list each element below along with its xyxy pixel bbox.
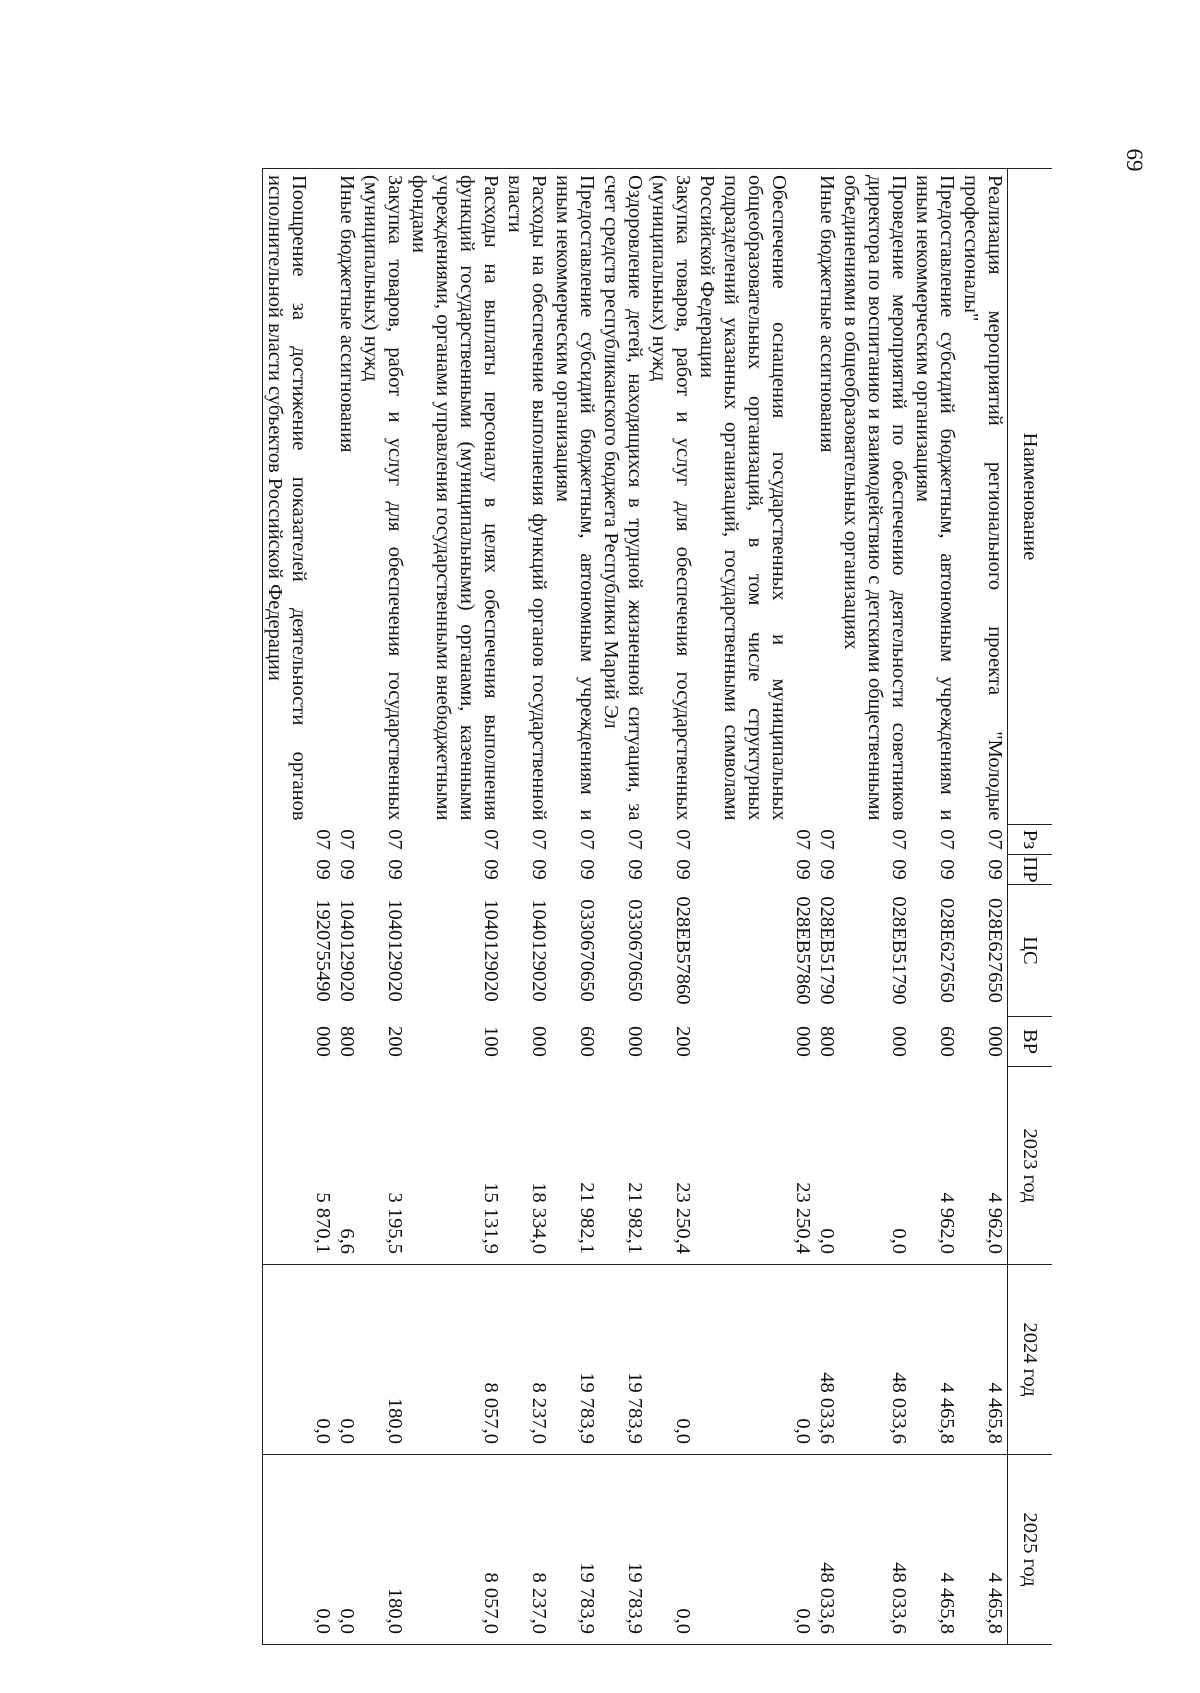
row-cs-values [479, 887, 503, 1015]
row-vr [263, 1017, 312, 1067]
row-2025 [599, 1455, 647, 1645]
row-vr-value: 000 [792, 1026, 814, 1057]
row-rz-values [479, 827, 503, 853]
row-rz [503, 825, 551, 855]
row-pr-value: 09 [792, 859, 814, 880]
row-2023-value: 23 250,4 [792, 1182, 814, 1254]
row-2025 [911, 1455, 959, 1645]
row-2024 [959, 1265, 1008, 1455]
row-cs [911, 885, 959, 1017]
row-cs-value: 1040129020 [528, 899, 550, 1002]
row-2023 [551, 1067, 599, 1265]
row-2023-value: 4 962,0 [936, 1192, 958, 1254]
row-2024-values [527, 1267, 551, 1444]
row-pr [263, 855, 312, 885]
row-cs-value: 028E627650 [984, 898, 1006, 1003]
row-pr [791, 855, 839, 885]
row-2024-value: 180,0 [384, 1397, 406, 1444]
row-2023 [407, 1067, 503, 1265]
row-rz-value: 07 [984, 829, 1006, 850]
row-2024-value: 0,0 [312, 1418, 334, 1444]
row-2023-values [311, 1069, 359, 1255]
row-pr [311, 855, 359, 885]
row-pr [503, 855, 551, 885]
row-2024-value: 4 465,8 [984, 1382, 1006, 1444]
row-pr [551, 855, 599, 885]
header-pr: ПР [1008, 855, 1053, 885]
row-2023 [647, 1067, 695, 1265]
row-2023-values [671, 1069, 695, 1255]
row-vr [311, 1017, 359, 1067]
row-vr [407, 1017, 503, 1067]
row-cs [599, 885, 647, 1017]
row-rz-value: 07 [528, 829, 550, 850]
header-2024: 2024 год [1008, 1265, 1053, 1455]
row-rz-values [887, 827, 911, 853]
row-cs-values [935, 887, 959, 1015]
row-2023-value: 23 250,4 [672, 1182, 694, 1254]
row-rz-values [575, 827, 599, 853]
row-vr [959, 1017, 1008, 1067]
row-rz [551, 825, 599, 855]
row-vr [911, 1017, 959, 1067]
row-cs-value: 0330670650 [624, 899, 646, 1002]
row-cs-values [671, 887, 695, 1015]
row-2025 [959, 1455, 1008, 1645]
row-pr-value: 09 [984, 859, 1006, 880]
row-2025-values [311, 1457, 359, 1634]
row-pr-values [671, 857, 695, 883]
row-2025-value: 4 465,8 [984, 1572, 1006, 1634]
row-pr-value: 09 [336, 859, 358, 880]
row-2025-values [671, 1457, 695, 1634]
row-2023-value: 3 195,5 [384, 1192, 406, 1254]
table-row [695, 169, 791, 1645]
row-pr-values [623, 857, 647, 883]
table-row [311, 169, 359, 1645]
table-row [551, 169, 599, 1645]
row-2024-values [479, 1267, 503, 1444]
row-vr-values [383, 1019, 407, 1065]
row-name: Закупка товаров, работ и услуг для обеспечения государственных (муниципальных) нужд [647, 169, 695, 825]
row-2024 [503, 1265, 551, 1455]
row-rz [647, 825, 695, 855]
row-2025-values [527, 1457, 551, 1634]
table-row [407, 169, 503, 1645]
row-pr-values [311, 857, 359, 883]
table-row [599, 169, 647, 1645]
header-cs: ЦС [1008, 885, 1053, 1017]
header-row [1008, 169, 1053, 1645]
row-cs-values [983, 887, 1007, 1015]
row-2024 [263, 1265, 312, 1455]
row-rz-value: 07 [816, 829, 838, 850]
row-rz [599, 825, 647, 855]
row-2023-value: 21 982,1 [624, 1182, 646, 1254]
row-2023-values [935, 1069, 959, 1255]
row-vr-value: 000 [528, 1026, 550, 1057]
row-vr-value: 200 [384, 1026, 406, 1057]
row-rz-value: 07 [888, 829, 910, 850]
row-rz-values [791, 827, 839, 853]
row-2023-value: 15 131,9 [480, 1182, 502, 1254]
row-name: Иные бюджетные ассигнования [791, 169, 839, 825]
row-2024-value: 19 783,9 [576, 1372, 598, 1444]
rotated-page [210, 168, 1052, 1644]
table-row [959, 169, 1008, 1645]
row-2024 [311, 1265, 359, 1455]
row-vr-values [623, 1019, 647, 1065]
table-row [791, 169, 839, 1645]
row-rz [695, 825, 791, 855]
row-2024-values [311, 1267, 359, 1444]
row-2025-value: 0,0 [792, 1608, 814, 1634]
row-vr-values [983, 1019, 1007, 1065]
row-cs [647, 885, 695, 1017]
row-cs-value: 1920755490 [312, 899, 334, 1002]
row-vr [791, 1017, 839, 1067]
row-2024-values [383, 1267, 407, 1444]
row-name: Предоставление субсидий бюджетным, автономным учреждениям и иным некоммерческим организациям [551, 169, 599, 825]
row-pr-value: 09 [576, 859, 598, 880]
row-2023 [911, 1067, 959, 1265]
row-rz-values [311, 827, 359, 853]
row-cs-value: 028EB57860 [672, 896, 694, 1005]
row-name: Обеспечение оснащения государственных и муниципальных общеобразовательных организаций, в том числе структурных подразделений указанных организаций, государственными символами Российской Федерации [695, 169, 791, 825]
row-2025 [791, 1455, 839, 1645]
row-rz-values [935, 827, 959, 853]
row-2025-values [479, 1457, 503, 1634]
row-name: Проведение мероприятий по обеспечению деятельности советников директора по воспитанию и взаимодействию с детскими общественными объединениями в общеобразовательных организациях [839, 169, 911, 825]
row-2024-values [791, 1267, 839, 1444]
row-2023-value: 21 982,1 [576, 1182, 598, 1254]
row-rz-value: 07 [672, 829, 694, 850]
row-2023 [695, 1067, 791, 1265]
row-2023-values [383, 1069, 407, 1255]
row-rz-value: 07 [792, 829, 814, 850]
row-pr [359, 855, 407, 885]
row-2023-values [575, 1069, 599, 1255]
row-rz-value: 07 [576, 829, 598, 850]
row-cs [311, 885, 359, 1017]
row-name: Закупка товаров, работ и услуг для обеспечения государственных (муниципальных) нужд [359, 169, 407, 825]
row-2025 [551, 1455, 599, 1645]
row-2025-value: 0,0 [312, 1608, 334, 1634]
row-2023 [959, 1067, 1008, 1265]
row-vr [551, 1017, 599, 1067]
row-rz-value: 07 [624, 829, 646, 850]
row-2024 [911, 1265, 959, 1455]
header-name: Наименование [1008, 169, 1053, 825]
row-pr-value: 09 [888, 859, 910, 880]
row-cs-value: 028E627650 [936, 898, 958, 1003]
row-2024-value: 0,0 [792, 1418, 814, 1444]
table-row [839, 169, 911, 1645]
row-rz [791, 825, 839, 855]
row-2023-values [623, 1069, 647, 1255]
row-2025-value: 180,0 [384, 1587, 406, 1634]
row-2023-value: 5 870,1 [312, 1192, 334, 1254]
row-pr-value: 09 [672, 859, 694, 880]
row-2024 [839, 1265, 911, 1455]
row-2024-values [887, 1267, 911, 1444]
row-name: Предоставление субсидий бюджетным, автономным учреждениям и иным некоммерческим организациям [911, 169, 959, 825]
row-cs [839, 885, 911, 1017]
row-vr-values [935, 1019, 959, 1065]
row-rz-values [671, 827, 695, 853]
row-cs-values [311, 887, 359, 1015]
row-2025-value: 8 057,0 [480, 1572, 502, 1634]
row-cs-value: 028EB51790 [888, 896, 910, 1005]
row-2025 [695, 1455, 791, 1645]
row-2024-value: 8 237,0 [528, 1382, 550, 1444]
row-2023 [599, 1067, 647, 1265]
row-2023-values [791, 1069, 839, 1255]
table-row [263, 169, 312, 1645]
row-2025 [311, 1455, 359, 1645]
table-row [911, 169, 959, 1645]
row-rz-value: 07 [336, 829, 358, 850]
row-vr-value: 600 [576, 1026, 598, 1057]
row-vr-value: 800 [336, 1026, 358, 1057]
row-cs-value: 1040129020 [384, 899, 406, 1002]
table-row [359, 169, 407, 1645]
row-2025-values [383, 1457, 407, 1634]
row-2024 [647, 1265, 695, 1455]
row-pr-value: 09 [312, 859, 334, 880]
row-cs-values [887, 887, 911, 1015]
row-pr [959, 855, 1008, 885]
row-vr-values [791, 1019, 839, 1065]
row-2025-values [887, 1457, 911, 1634]
row-2025-value: 19 783,9 [624, 1562, 646, 1634]
row-vr-value: 000 [888, 1026, 910, 1057]
row-rz-values [623, 827, 647, 853]
row-2025-values [791, 1457, 839, 1634]
row-name: Иные бюджетные ассигнования [311, 169, 359, 825]
row-rz [311, 825, 359, 855]
row-2023-values [887, 1069, 911, 1255]
row-cs-values [791, 887, 839, 1015]
row-vr-value: 000 [624, 1026, 646, 1057]
row-2025-values [575, 1457, 599, 1634]
row-rz [839, 825, 911, 855]
row-2024-value: 48 033,6 [888, 1372, 910, 1444]
row-vr-value: 600 [936, 1026, 958, 1057]
row-2025-values [623, 1457, 647, 1634]
row-rz [959, 825, 1008, 855]
row-vr-value: 000 [312, 1026, 334, 1057]
row-vr-values [575, 1019, 599, 1065]
row-cs-values [383, 887, 407, 1015]
row-2023 [359, 1067, 407, 1265]
row-vr [647, 1017, 695, 1067]
row-2024-value: 0,0 [336, 1418, 358, 1444]
row-cs-value: 0330670650 [576, 899, 598, 1002]
row-rz-value: 07 [480, 829, 502, 850]
row-2023-values [983, 1069, 1007, 1255]
row-2024-values [575, 1267, 599, 1444]
row-rz-value: 07 [384, 829, 406, 850]
row-2025-value: 0,0 [672, 1608, 694, 1634]
row-pr-value: 09 [936, 859, 958, 880]
row-vr [503, 1017, 551, 1067]
row-2023 [791, 1067, 839, 1265]
header-2025: 2025 год [1008, 1455, 1053, 1645]
row-2025 [839, 1455, 911, 1645]
row-2024 [551, 1265, 599, 1455]
row-vr-value: 000 [984, 1026, 1006, 1057]
row-name: Расходы на выплаты персоналу в целях обеспечения выполнения функций государственными (муниципальными) органами, казенными учреждениями, органами управления государственными внебюджетными фондами [407, 169, 503, 825]
row-rz [407, 825, 503, 855]
row-name: Реализация мероприятий регионального проекта "Молодые профессионалы" [959, 169, 1008, 825]
row-pr-values [983, 857, 1007, 883]
row-cs [695, 885, 791, 1017]
row-2024-value: 4 465,8 [936, 1382, 958, 1444]
header-vr: ВР [1008, 1017, 1053, 1067]
row-pr-value: 09 [624, 859, 646, 880]
row-cs-values [575, 887, 599, 1015]
row-pr-values [791, 857, 839, 883]
row-2025-values [935, 1457, 959, 1634]
row-2024-values [623, 1267, 647, 1444]
table-row [503, 169, 551, 1645]
row-name: Расходы на обеспечение выполнения функций органов государственной власти [503, 169, 551, 825]
row-2025 [263, 1455, 312, 1645]
row-cs-value: 1040129020 [336, 899, 358, 1002]
row-pr-values [575, 857, 599, 883]
row-2025 [647, 1455, 695, 1645]
row-2023 [839, 1067, 911, 1265]
row-2023-value: 0,0 [816, 1228, 838, 1254]
row-2025 [407, 1455, 503, 1645]
row-rz [263, 825, 312, 855]
row-2024-value: 8 057,0 [480, 1382, 502, 1444]
row-cs [551, 885, 599, 1017]
row-2023-value: 6,6 [336, 1228, 358, 1254]
row-cs-values [623, 887, 647, 1015]
row-vr-values [527, 1019, 551, 1065]
row-2025-value: 0,0 [336, 1608, 358, 1634]
row-vr-value: 200 [672, 1026, 694, 1057]
row-2024-values [935, 1267, 959, 1444]
row-pr-values [887, 857, 911, 883]
table-row [647, 169, 695, 1645]
row-2024 [791, 1265, 839, 1455]
row-cs [791, 885, 839, 1017]
row-2023-value: 4 962,0 [984, 1192, 1006, 1254]
row-vr [695, 1017, 791, 1067]
row-2024 [407, 1265, 503, 1455]
row-2025-value: 4 465,8 [936, 1572, 958, 1634]
row-vr-values [479, 1019, 503, 1065]
row-vr-value: 100 [480, 1026, 502, 1057]
row-rz-values [527, 827, 551, 853]
row-vr [839, 1017, 911, 1067]
row-cs [959, 885, 1008, 1017]
row-pr-value: 09 [528, 859, 550, 880]
row-pr-value: 09 [816, 859, 838, 880]
row-2023-value: 18 334,0 [528, 1182, 550, 1254]
row-2024-value: 19 783,9 [624, 1372, 646, 1444]
row-rz-value: 07 [312, 829, 334, 850]
row-pr-value: 09 [480, 859, 502, 880]
row-pr [911, 855, 959, 885]
row-vr-values [671, 1019, 695, 1065]
row-cs-value: 1040129020 [480, 899, 502, 1002]
row-2024-values [671, 1267, 695, 1444]
row-2025 [503, 1455, 551, 1645]
row-vr [359, 1017, 407, 1067]
row-2024-value: 48 033,6 [816, 1372, 838, 1444]
row-2023-values [527, 1069, 551, 1255]
row-2024 [695, 1265, 791, 1455]
row-cs-values [527, 887, 551, 1015]
row-vr [599, 1017, 647, 1067]
row-pr-values [527, 857, 551, 883]
row-pr [839, 855, 911, 885]
row-cs [503, 885, 551, 1017]
row-2023-values [479, 1069, 503, 1255]
row-name: Оздоровление детей, находящихся в трудной жизненной ситуации, за счет средств республиканского бюджета Республики Марий Эл [599, 169, 647, 825]
row-2024 [359, 1265, 407, 1455]
row-pr [599, 855, 647, 885]
row-2023-value: 0,0 [888, 1228, 910, 1254]
row-2025-value: 48 033,6 [816, 1562, 838, 1634]
row-2025-value: 48 033,6 [888, 1562, 910, 1634]
row-vr-value: 800 [816, 1026, 838, 1057]
row-vr-values [311, 1019, 359, 1065]
row-2025-value: 19 783,9 [576, 1562, 598, 1634]
row-vr-values [887, 1019, 911, 1065]
row-2024-value: 0,0 [672, 1418, 694, 1444]
row-cs [407, 885, 503, 1017]
row-cs-value: 028EB57860 [792, 896, 814, 1005]
row-rz [359, 825, 407, 855]
row-2024 [599, 1265, 647, 1455]
row-pr [407, 855, 503, 885]
row-cs [359, 885, 407, 1017]
table-body [263, 169, 1008, 1645]
row-2023 [503, 1067, 551, 1265]
row-2023 [311, 1067, 359, 1265]
row-pr-values [935, 857, 959, 883]
row-pr-values [383, 857, 407, 883]
row-rz [911, 825, 959, 855]
row-cs [263, 885, 312, 1017]
row-2023 [263, 1067, 312, 1265]
row-name: Поощрение за достижение показателей деятельности органов исполнительной власти субъектов Российской Федерации [263, 169, 312, 825]
row-2025-value: 8 237,0 [528, 1572, 550, 1634]
budget-table [262, 168, 1052, 1645]
row-2025 [359, 1455, 407, 1645]
row-pr-value: 09 [384, 859, 406, 880]
row-rz-values [383, 827, 407, 853]
row-rz-value: 07 [936, 829, 958, 850]
header-rz: Рз [1008, 825, 1053, 855]
row-pr-values [479, 857, 503, 883]
page-number: 69 [1122, 148, 1147, 172]
row-pr [695, 855, 791, 885]
row-2025-values [983, 1457, 1007, 1634]
row-2024-values [983, 1267, 1007, 1444]
row-rz-values [983, 827, 1007, 853]
header-2023: 2023 год [1008, 1067, 1053, 1265]
row-cs-value: 028EB51790 [816, 896, 838, 1005]
row-pr [647, 855, 695, 885]
